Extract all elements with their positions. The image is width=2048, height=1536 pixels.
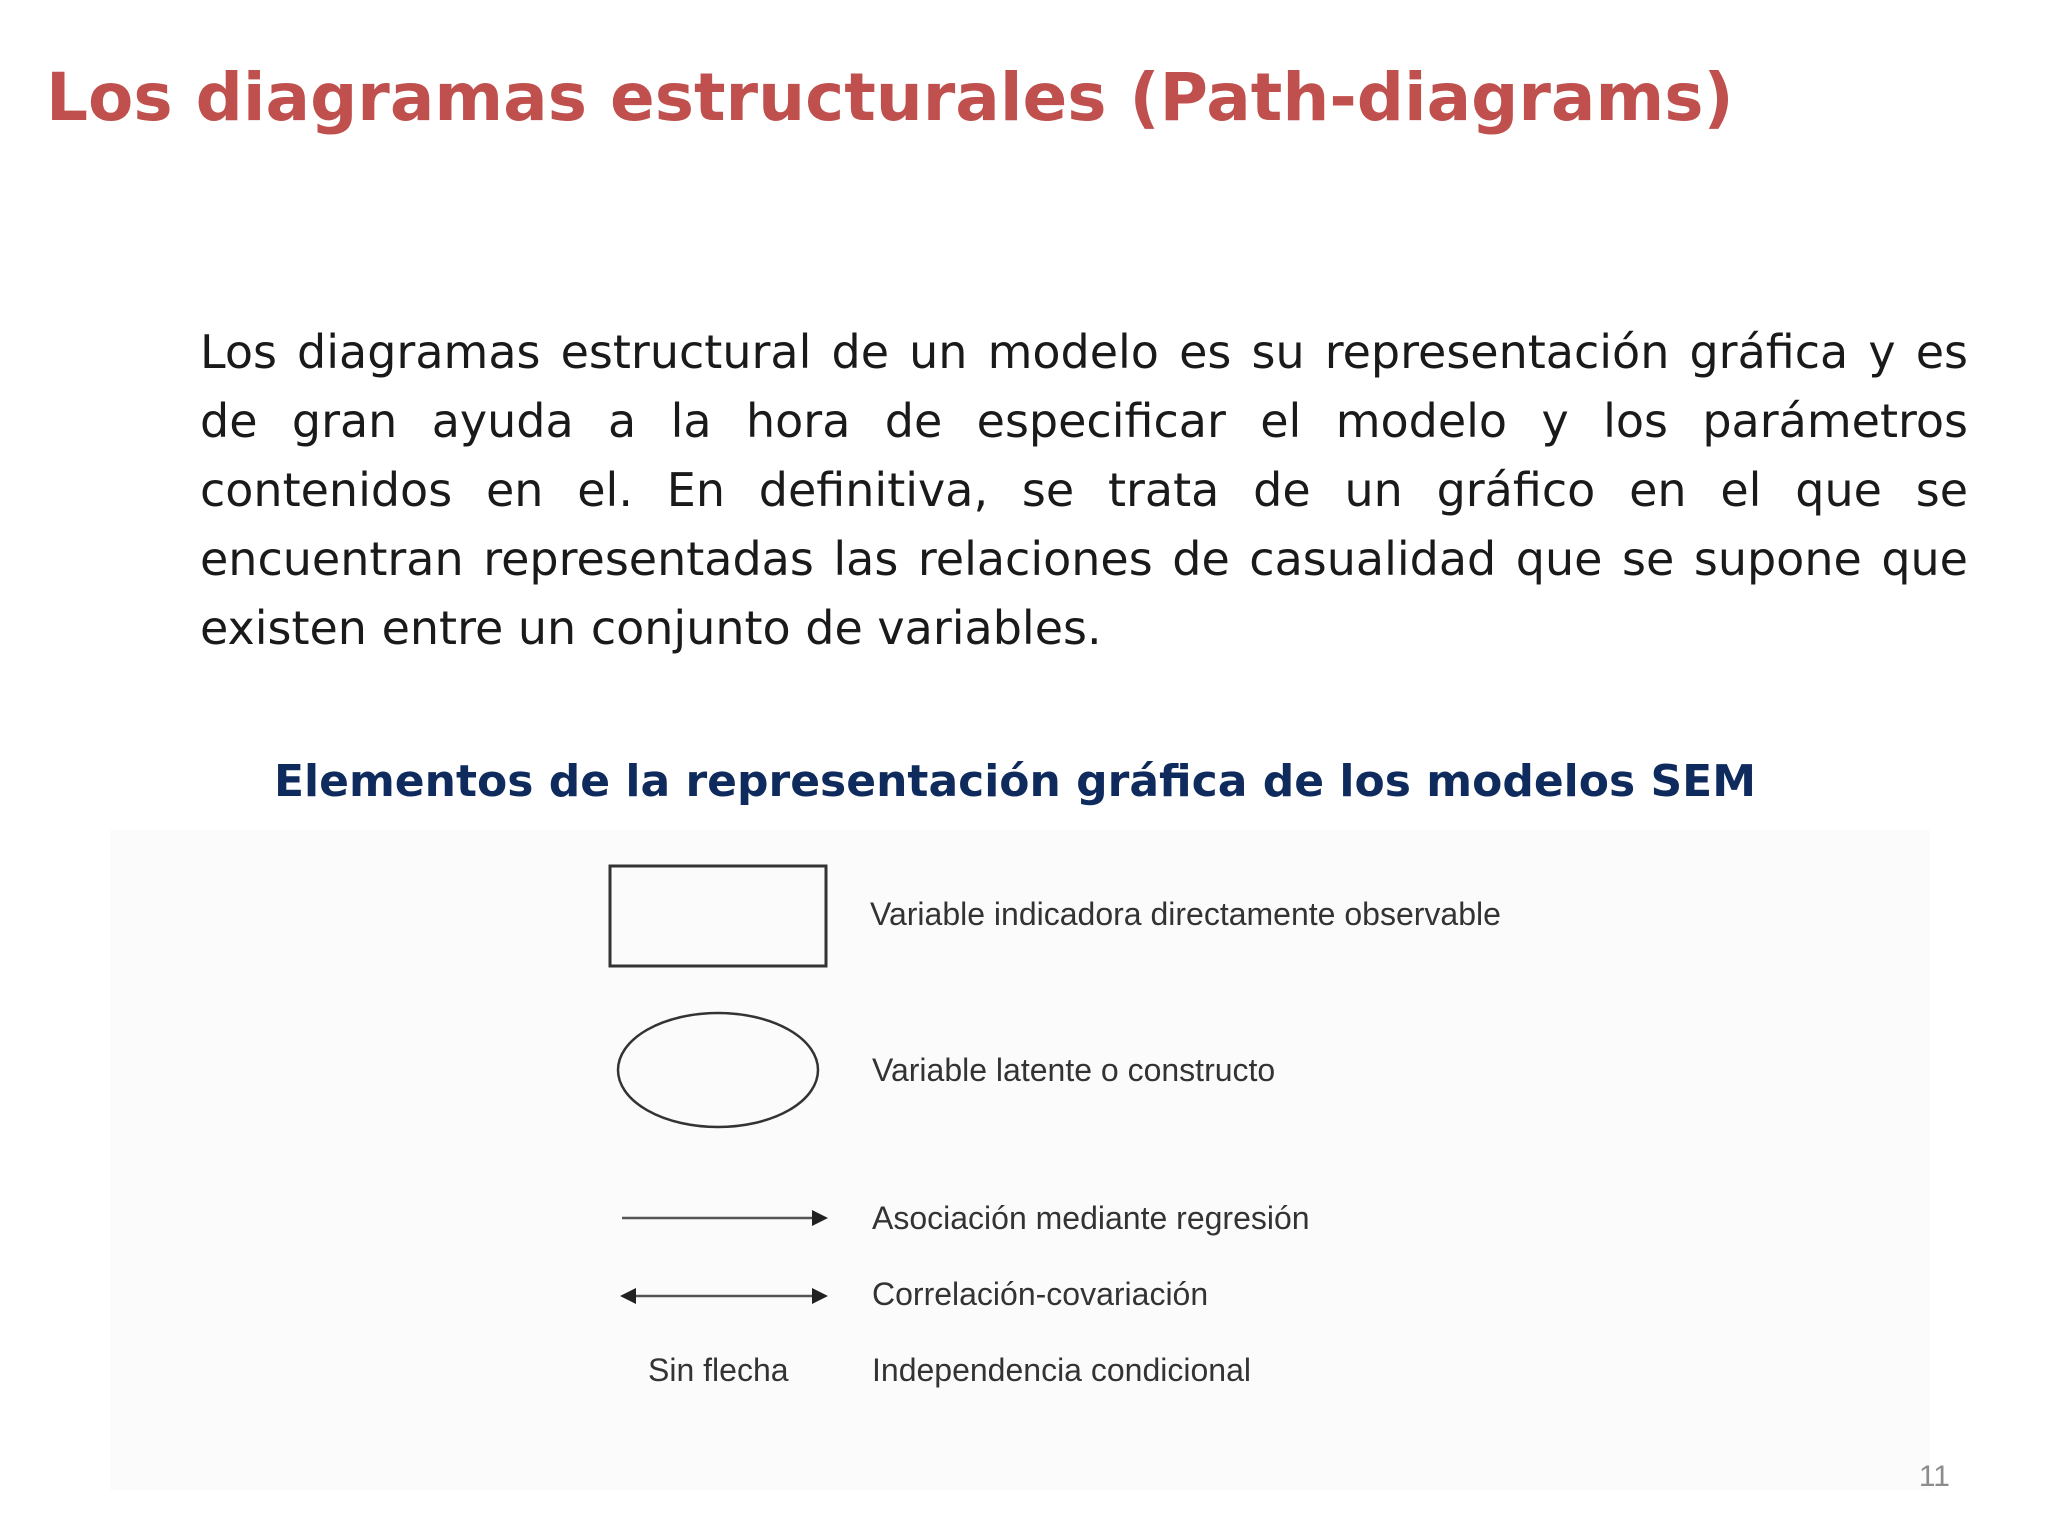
body-paragraph: Los diagramas estructural de un modelo es su representación gráfica y es de gran ayuda a la hora de especificar el modelo y los parámetros contenidos en el. En definitiva, se trata de un gráfico en el que se encuentran representadas las relaciones de casualidad que se supone que existen entre un conjunto de variables. xyxy=(200,325,1968,655)
rectangle-symbol xyxy=(610,866,826,966)
page-number: 11 xyxy=(1918,1460,1950,1493)
ellipse-symbol xyxy=(618,1013,818,1127)
sem-legend-figure xyxy=(110,830,1930,1490)
double-arrow-label: Correlación-covariación xyxy=(872,1276,1209,1312)
slide-title: Los diagramas estructurales (Path-diagrams) xyxy=(46,59,1734,136)
ellipse-label: Variable latente o constructo xyxy=(872,1052,1276,1088)
no-arrow-symbol: Sin flecha xyxy=(648,1352,789,1388)
no-arrow-label: Independencia condicional xyxy=(872,1352,1251,1388)
figure-subtitle: Elementos de la representación gráfica de los modelos SEM xyxy=(273,756,1757,807)
rectangle-label: Variable indicadora directamente observable xyxy=(870,896,1501,932)
double-arrow-head-right xyxy=(812,1288,828,1304)
single-arrow-label: Asociación mediante regresión xyxy=(872,1200,1310,1236)
single-arrow-head xyxy=(812,1210,828,1226)
double-arrow-head-left xyxy=(620,1288,636,1304)
